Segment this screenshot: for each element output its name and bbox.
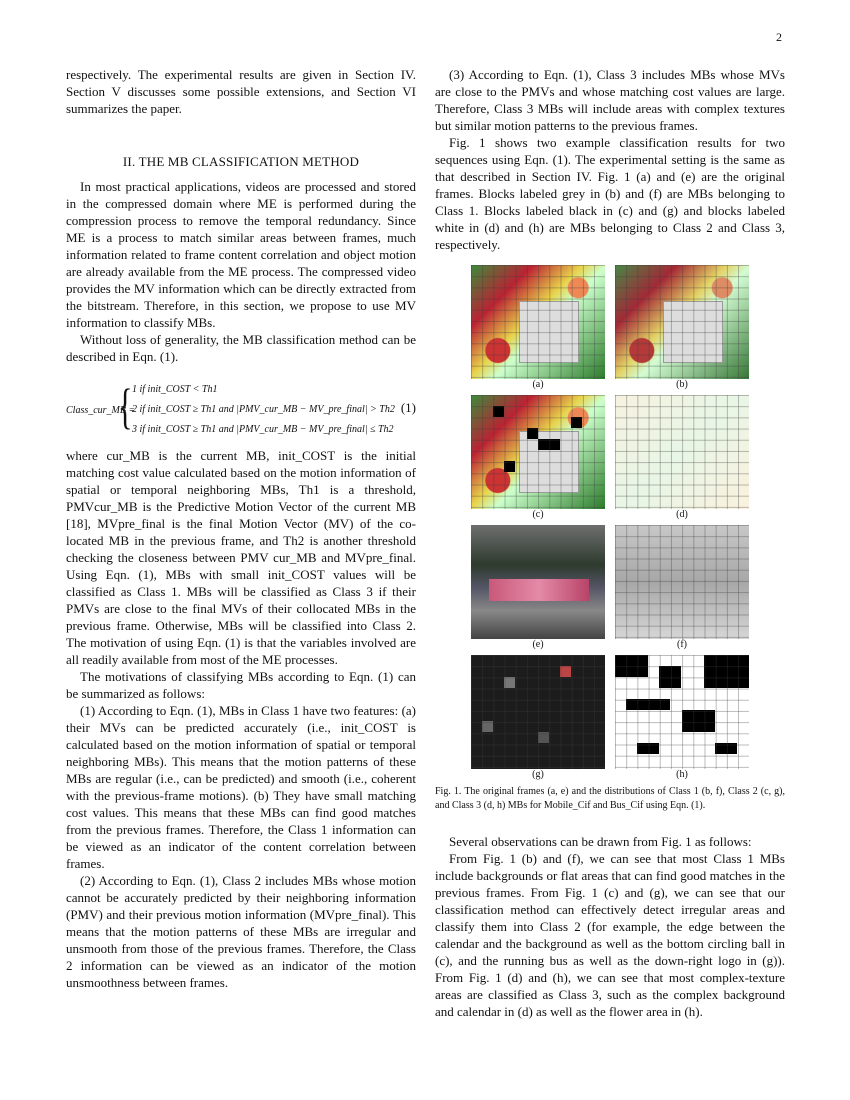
equation-lhs: Class_cur_MB = (66, 405, 136, 416)
paragraph: where cur_MB is the current MB, init_COST is the initial matching cost value calculated based on the motion information of spatial or temporal neighboring MBs, Th1 is a threshold, PMVcur_MB is the Predictive Motion Vector of the current MB [18], MVpre_final is the final Motion Vector (MV) of the co-located MB in the previous frame, and Th2 is another threshold checking the closeness between PMV cur_MB and MVpre_final. Using Eqn. (1), MBs with small init_COST values will be classified as Class 1. MBs will be classified as Class 3 if their PMVs are close to the final MVs of their collocated MBs in the previous frame. Otherwise, MBs will be classified into Class 2. The motivation of using Eqn. (1) is that the variables involved are all readily available from most of the ME processes. (66, 448, 416, 667)
figure-panel-f (615, 525, 749, 651)
bus-class3-image (615, 655, 749, 769)
paragraph: Several observations can be drawn from Fig. 1 as follows: (449, 834, 752, 849)
equation-case-3: 3 if init_COST ≥ Th1 and |PMV_cur_MB − MV_pre_final| ≤ Th2 (132, 424, 394, 435)
mobile-class3-image (615, 395, 749, 509)
mobile-original-image (471, 265, 605, 379)
paragraph: From Fig. 1 (b) and (f), we can see that most Class 1 MBs include backgrounds or flat areas that can find good matches in the previous frames. From Fig. 1 (c) and (g), we can see that our classification method can effectively detect irregular areas and classify them into Class 2 (for example, the edge between the calendar and the background as well as the bottom circling ball in (c), and the running bus as well as the down-right logo in (g)). From Fig. 1 (d) and (h), we can see that most complex-texture areas are classified as Class 3, such as the complex background and calendar in (d) as well as the flower area in (h). (435, 851, 785, 1019)
figure-panel-a (471, 265, 605, 391)
equation-brace: { (118, 378, 133, 434)
equation-case-2: 2 if init_COST ≥ Th1 and |PMV_cur_MB − MV_pre_final| > Th2 (132, 404, 395, 415)
panel-label: (b) (676, 379, 688, 390)
figure-panel-g (471, 655, 605, 781)
figure-panel-e (471, 525, 605, 651)
left-column (66, 66, 416, 991)
paragraph: Fig. 1 shows two example classification results for two sequences using Eqn. (1). The experimental setting is the same as that described in Section IV. Fig. 1 (a) and (e) are the original frames. Blocks labeled grey in (b) and (f) are MBs belonging to Class 1. Blocks labeled black in (c) and (g) and blocks labeled white in (d) and (h) are MBs belonging to Class 2 and Class 3, respectively. (435, 135, 785, 252)
panel-label: (d) (676, 509, 688, 520)
panel-label: (a) (532, 379, 544, 390)
paragraph: The motivations of classifying MBs according to Eqn. (1) can be summarized as follows: (66, 669, 416, 701)
page-number: 2 (776, 30, 782, 44)
figure-panel-d (615, 395, 749, 521)
figure-caption: Fig. 1. The original frames (a, e) and the distributions of Class 1 (b, f), Class 2 (c, g), and Class 3 (d, h) MBs for Mobile_Cif and Bus_Cif using Eqn. (1). (435, 786, 785, 811)
figure-1 (435, 265, 785, 813)
figure-panel-h (615, 655, 749, 781)
right-column (435, 66, 785, 1020)
paragraph: (3) According to Eqn. (1), Class 3 includes MBs whose MVs are close to the PMVs and whose matching cost values are large. Therefore, Class 3 MBs will include areas with complex textures but similar motion patterns to the previous frames. (435, 67, 785, 133)
panel-label: (h) (676, 769, 688, 780)
bus-class1-image (615, 525, 749, 639)
bus-original-image (471, 525, 605, 639)
bus-class2-image (471, 655, 605, 769)
equation-1 (66, 377, 416, 439)
figure-panel-b (615, 265, 749, 391)
panel-label: (g) (532, 769, 544, 780)
equation-case-1: 1 if init_COST < Th1 (132, 384, 218, 395)
equation-number: (1) (400, 400, 416, 415)
paragraph: In most practical applications, videos are processed and stored in the compressed domain where ME is performed during the compression process to remove the temporal redundancy. Since ME is a process to match similar areas between frames, much information related to frame content correlation and object motion are already available from the ME process. The compressed video provides the MV information which can be directly extracted from the bitstream. Therefore, in this section, we propose to use MV information to classify MBs. (66, 179, 416, 330)
figure-panel-c (471, 395, 605, 521)
section-heading: II. THE MB CLASSIFICATION METHOD (122, 154, 360, 169)
panel-label: (c) (532, 509, 544, 520)
paragraph: (2) According to Eqn. (1), Class 2 includes MBs whose motion cannot be accurately predicted by their neighboring information (PMV) and their previous motion information (MVpre_final). This means that the motion patterns of these MBs are irregular and unsmooth from those of the previous frames. Therefore, the Class 2 information can be viewed as an indicator of the motion unsmoothness between frames. (66, 873, 416, 990)
paragraph: (1) According to Eqn. (1), MBs in Class 1 have two features: (a) their MVs can be predicted accurately (i.e., init_COST is calculated based on the motion information of spatial or temporal neighboring MBs). This means that the motion patterns of these MBs are regular (i.e., can be predicted) and smooth (i.e., coherent with the previous-frame motions). (b) They have small matching cost values. This means that these MBs can find good matches from the previous frames. Therefore, the Class 1 information can be viewed as an indicator of the content correlation between frames. (66, 703, 416, 871)
mobile-class1-image (615, 265, 749, 379)
intro-paragraph: respectively. The experimental results are given in Section IV. Section V discusses some possible extensions, and Section VI summarizes the paper. (66, 67, 416, 116)
mobile-class2-image (471, 395, 605, 509)
paragraph: Without loss of generality, the MB classification method can be described in Eqn. (1). (66, 332, 416, 364)
panel-label: (e) (532, 639, 544, 650)
panel-label: (f) (677, 639, 687, 650)
